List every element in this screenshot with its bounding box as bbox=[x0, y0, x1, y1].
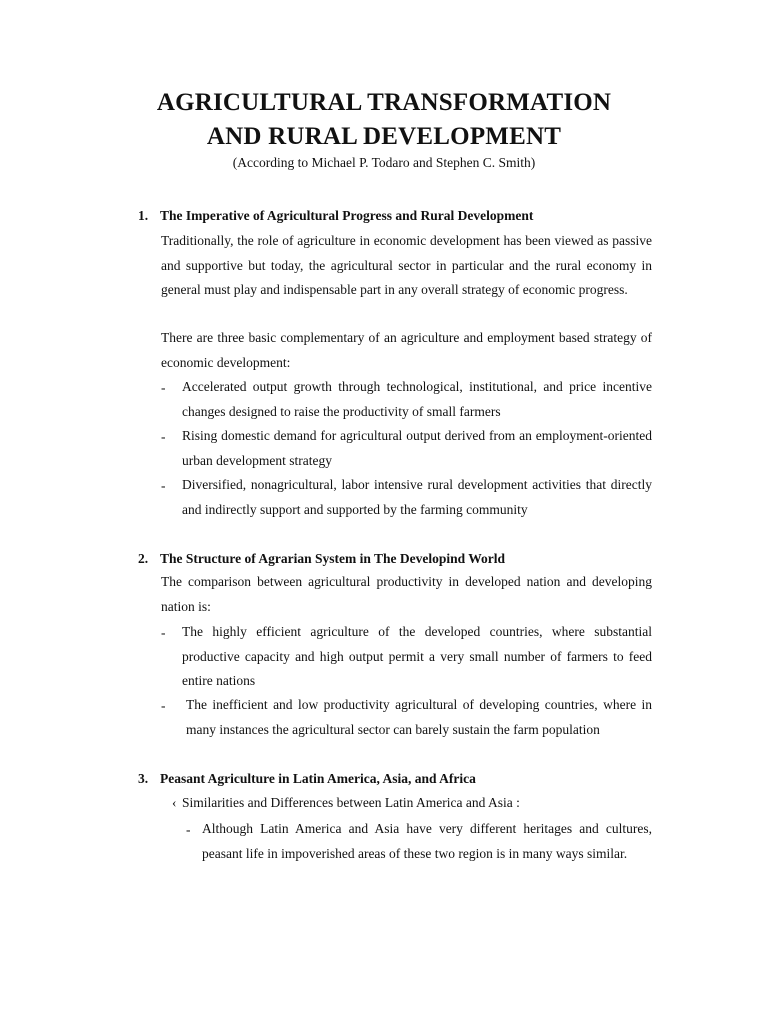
section-1-title: The Imperative of Agricultural Progress and Rural Development bbox=[160, 208, 534, 223]
section-3-heading bbox=[138, 770, 476, 788]
bullet-dash: - bbox=[161, 478, 166, 493]
document-title-line1: AGRICULTURAL TRANSFORMATION bbox=[156, 89, 612, 116]
section-2-paragraph-1: The comparison between agricultural productivity in developed nation and developing nation is: bbox=[161, 574, 652, 614]
section-2-number: 2. bbox=[138, 551, 149, 566]
section-3-number: 3. bbox=[138, 771, 149, 786]
bullet-dash: - bbox=[161, 429, 166, 444]
bullet-dash: - bbox=[161, 698, 166, 713]
section-3-subheading-text: Similarities and Differences between Latin America and Asia : bbox=[182, 795, 520, 810]
document-subtitle: (According to Michael P. Todaro and Stephen C. Smith) bbox=[232, 155, 536, 170]
section-1-bullet-1: Accelerated output growth through technological, institutional, and price incentive changes designed to raise the productivity of small farmers bbox=[182, 379, 652, 419]
arrow-left-icon: ‹ bbox=[172, 795, 177, 810]
section-1-bullet-2: Rising domestic demand for agricultural output derived from an employment-oriented urban development strategy bbox=[182, 428, 652, 468]
section-2-heading bbox=[138, 550, 505, 568]
document-title-line2: AND RURAL DEVELOPMENT bbox=[206, 123, 562, 150]
bullet-dash: - bbox=[161, 625, 166, 640]
section-1-number: 1. bbox=[138, 208, 149, 223]
section-1-heading bbox=[138, 207, 533, 225]
section-3-bullet-1: Although Latin America and Asia have very different heritages and cultures, peasant life in impoverished areas of these two region is in many ways similar. bbox=[202, 821, 652, 861]
section-2-bullet-1: The highly efficient agriculture of the developed countries, where substantial productive capacity and high output permit a very small number of farmers to feed entire nations bbox=[182, 624, 652, 688]
bullet-dash: - bbox=[186, 822, 191, 837]
section-3-title: Peasant Agriculture in Latin America, Asia, and Africa bbox=[160, 771, 476, 786]
section-1-bullet-3: Diversified, nonagricultural, labor intensive rural development activities that directly and indirectly support and supported by the farming community bbox=[182, 477, 652, 517]
section-3-subheading bbox=[172, 794, 520, 812]
section-1-paragraph-1: Traditionally, the role of agriculture in economic development has been viewed as passive and supportive but today, the agricultural sector in particular and the rural economy in general must play and indispensable part in any overall strategy of economic progress. bbox=[161, 233, 652, 297]
bullet-dash: - bbox=[161, 380, 166, 395]
section-2-bullet-2: The inefficient and low productivity agricultural of developing countries, where in many instances the agricultural sector can barely sustain the farm population bbox=[186, 697, 652, 737]
section-1-paragraph-2: There are three basic complementary of an agriculture and employment based strategy of economic development: bbox=[161, 330, 652, 370]
section-2-title: The Structure of Agrarian System in The Developind World bbox=[160, 551, 506, 566]
